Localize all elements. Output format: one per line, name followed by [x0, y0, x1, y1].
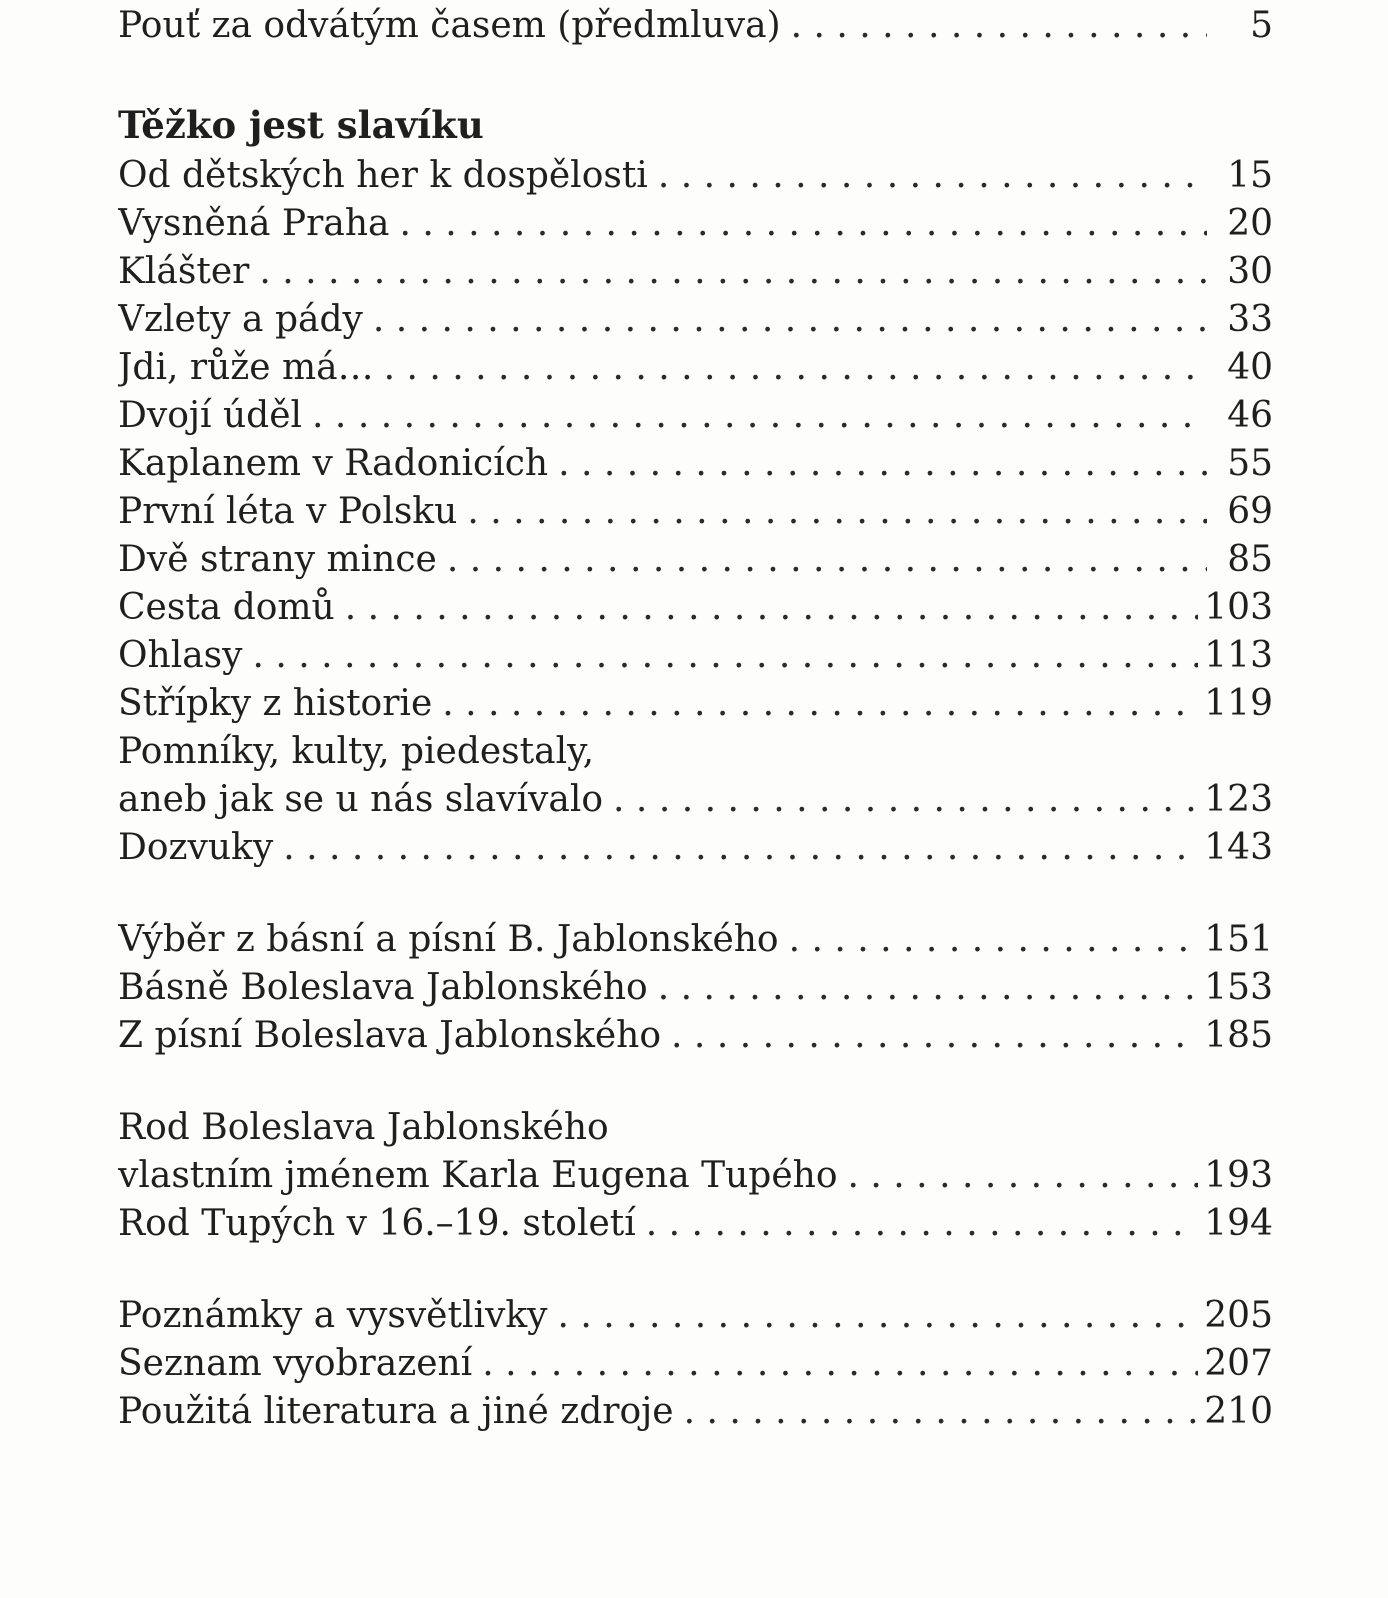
toc-entry-page: 207 — [1198, 1340, 1273, 1388]
toc-entry-page: 85 — [1207, 536, 1273, 584]
section-heading: Těžko jest slavíku — [118, 103, 484, 147]
toc-entry — [118, 1292, 1273, 1340]
toc-entry — [118, 1388, 1273, 1436]
toc-entry-title: Dvojí úděl — [118, 392, 312, 440]
dot-leader — [789, 916, 1199, 964]
toc-entry-title: Dvě strany mince — [118, 536, 447, 584]
toc-entry-preface — [118, 2, 1273, 50]
toc-entry — [118, 824, 1273, 872]
toc-entry — [118, 344, 1273, 392]
toc-entry — [118, 680, 1273, 728]
dot-leader — [671, 1012, 1198, 1060]
toc-entry-page: 103 — [1198, 584, 1273, 632]
toc-entry-page: 153 — [1198, 964, 1273, 1012]
toc-entry-title: Jdi, růže má… — [118, 344, 384, 392]
toc-entry-page: 151 — [1198, 916, 1273, 964]
toc-entry — [118, 584, 1273, 632]
dot-leader — [399, 200, 1207, 248]
toc-entry-page: 194 — [1198, 1200, 1273, 1248]
toc-entry-page: 123 — [1198, 776, 1273, 824]
toc-entry-title-line1: Pomníky, kulty, piedestaly, — [118, 731, 595, 772]
dot-leader — [848, 1152, 1199, 1200]
dot-leader — [467, 488, 1207, 536]
dot-leader — [557, 1292, 1198, 1340]
toc-entry-title: Kaplanem v Radonicích — [118, 440, 558, 488]
toc-entry-page: 5 — [1207, 2, 1273, 50]
toc-entry-title: Střípky z historie — [118, 680, 442, 728]
toc-entry-page: 15 — [1207, 152, 1273, 200]
toc-entry — [118, 488, 1273, 536]
dot-leader — [482, 1340, 1198, 1388]
toc-entry-title: Použitá literatura a jiné zdroje — [118, 1388, 684, 1436]
toc-entry-title: První léta v Polsku — [118, 488, 467, 536]
toc-entry-page: 69 — [1207, 488, 1273, 536]
toc-entry-title: Klášter — [118, 248, 259, 296]
toc-entry-title: Pouť za odvátým časem (předmluva) — [118, 2, 791, 50]
dot-leader — [613, 776, 1198, 824]
toc-entry-title: Vzlety a pády — [118, 296, 373, 344]
toc-entry-title-line1: Rod Boleslava Jablonského — [118, 1107, 609, 1148]
toc-entry-page: 193 — [1198, 1152, 1273, 1200]
dot-leader — [791, 2, 1207, 50]
toc-entry-page: 40 — [1207, 344, 1273, 392]
toc-entry-page: 55 — [1207, 440, 1273, 488]
dot-leader — [684, 1388, 1199, 1436]
table-of-contents — [118, 0, 1273, 1436]
toc-entry — [118, 916, 1273, 964]
toc-entry-title: Od dětských her k dospělosti — [118, 152, 658, 200]
dot-leader — [259, 248, 1207, 296]
toc-entry-title: Cesta domů — [118, 584, 345, 632]
toc-entry-page: 119 — [1198, 680, 1273, 728]
dot-leader — [646, 1200, 1199, 1248]
toc-entry — [118, 632, 1273, 680]
dot-leader — [253, 632, 1199, 680]
toc-entry — [118, 152, 1273, 200]
dot-leader — [442, 680, 1198, 728]
toc-entry-title-line2: aneb jak se u nás slavívalo — [118, 776, 613, 824]
toc-entry-page: 30 — [1207, 248, 1273, 296]
toc-entry-title: Dozvuky — [118, 824, 283, 872]
toc-entry — [118, 248, 1273, 296]
toc-entry — [118, 1340, 1273, 1388]
toc-entry-title: Rod Tupých v 16.–19. století — [118, 1200, 646, 1248]
toc-entry-title: Seznam vyobrazení — [118, 1340, 482, 1388]
dot-leader — [558, 440, 1207, 488]
toc-entry — [118, 776, 1273, 824]
dot-leader — [283, 824, 1198, 872]
toc-entry — [118, 536, 1273, 584]
toc-entry-page: 210 — [1198, 1388, 1273, 1436]
toc-entry — [118, 964, 1273, 1012]
toc-entry — [118, 1152, 1273, 1200]
toc-entry — [118, 392, 1273, 440]
dot-leader — [658, 964, 1199, 1012]
toc-entry-title: Ohlasy — [118, 632, 253, 680]
toc-entry-title: Básně Boleslava Jablonského — [118, 964, 658, 1012]
toc-entry-page: 113 — [1198, 632, 1273, 680]
toc-entry-page: 205 — [1198, 1292, 1273, 1340]
dot-leader — [384, 344, 1207, 392]
toc-entry-page: 33 — [1207, 296, 1273, 344]
toc-entry-page: 185 — [1198, 1012, 1273, 1060]
toc-entry-page: 143 — [1198, 824, 1273, 872]
toc-entry-page: 20 — [1207, 200, 1273, 248]
dot-leader — [373, 296, 1207, 344]
toc-entry — [118, 440, 1273, 488]
toc-entry-title: Vysněná Praha — [118, 200, 399, 248]
toc-entry — [118, 200, 1273, 248]
toc-entry — [118, 1012, 1273, 1060]
dot-leader — [312, 392, 1207, 440]
dot-leader — [345, 584, 1199, 632]
dot-leader — [658, 152, 1207, 200]
toc-entry — [118, 296, 1273, 344]
toc-entry — [118, 1200, 1273, 1248]
toc-entry-page: 46 — [1207, 392, 1273, 440]
dot-leader — [447, 536, 1207, 584]
toc-entry-title: Poznámky a vysvětlivky — [118, 1292, 557, 1340]
toc-entry-title: Z písní Boleslava Jablonského — [118, 1012, 671, 1060]
toc-entry-title-line2: vlastním jménem Karla Eugena Tupého — [118, 1152, 848, 1200]
toc-entry-title: Výběr z básní a písní B. Jablonského — [118, 916, 789, 964]
